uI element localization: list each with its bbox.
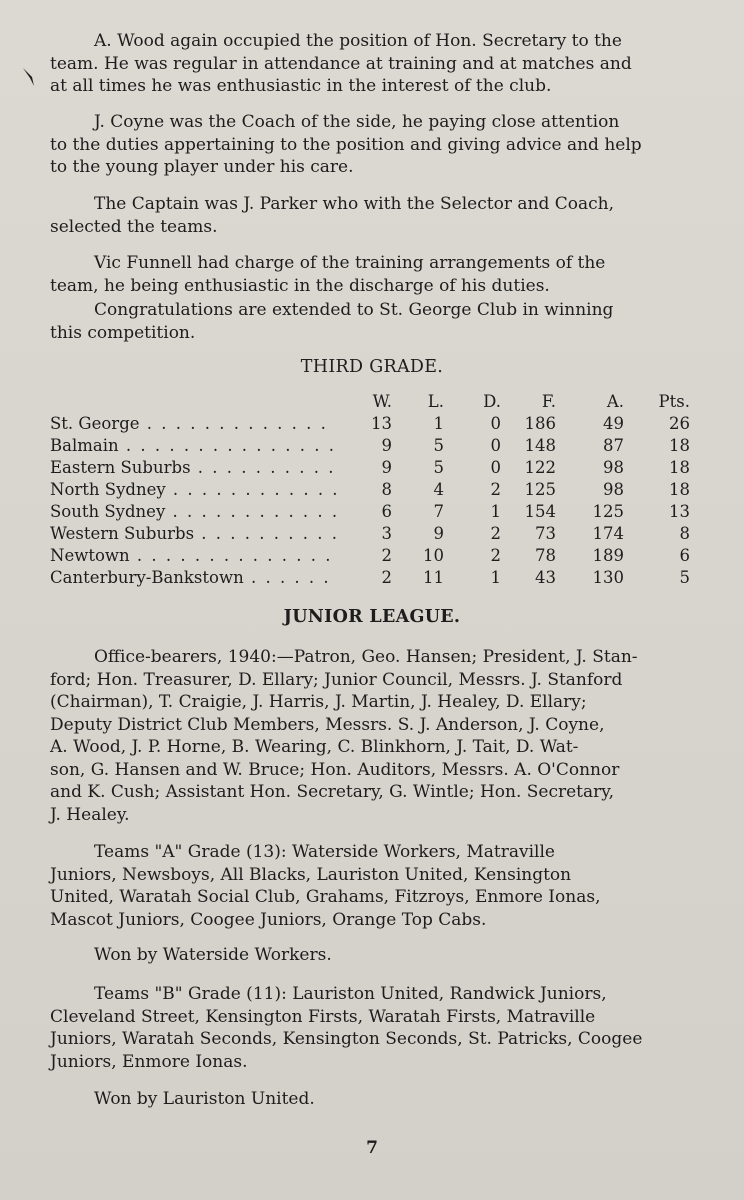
team-name: Newtown . . .: [50, 546, 336, 565]
team-name: Eastern Suburbs . . .: [50, 458, 336, 477]
for-value: 43: [535, 568, 556, 587]
table-row: [50, 480, 690, 502]
standings-header-row: [50, 392, 690, 414]
points-value: 18: [669, 458, 690, 477]
won-value: 3: [381, 524, 392, 543]
paragraph-teams-b-grade: Teams "B" Grade (11): Lauriston United, Randwick Juniors, Cleveland Street, Kensington Firsts, Waratah Firsts, Matraville Juniors, Waratah Seconds, Kensington Seconds, St. Patricks, Coogee Juniors, Enmore Ionas.: [50, 984, 643, 1072]
third-grade-heading: THIRD GRADE.: [300, 357, 444, 377]
table-row: [50, 546, 690, 568]
team-name: Balmain . . .: [50, 436, 336, 455]
team-name: South Sydney . . .: [50, 502, 336, 521]
for-value: 125: [524, 480, 556, 499]
for-value: 73: [535, 524, 556, 543]
won-value: 2: [381, 546, 392, 565]
team-name: North Sydney . . .: [50, 480, 336, 499]
points-value: 18: [669, 480, 690, 499]
column-header-points: Pts.: [658, 392, 690, 411]
for-value: 122: [524, 458, 556, 477]
drawn-value: 0: [490, 458, 501, 477]
points-value: 18: [669, 436, 690, 455]
paragraph-won-b-grade: Won by Lauriston United.: [94, 1089, 315, 1109]
drawn-value: 2: [490, 524, 501, 543]
lost-value: 4: [433, 480, 444, 499]
page-number: 7: [366, 1138, 378, 1158]
paragraph-office-bearers: Office-bearers, 1940:—Patron, Geo. Hansen; President, J. Stan- ford; Hon. Treasurer, D. Ellary; Junior Council, Messrs. J. Stanford (Chairman), T. Craigie, J. Harris, J. Martin, J. Healey, D. Ellary; Deputy District Club Members, Messrs. S. J. Anderson, J. Coyne, A. Wood, J. P. Horne, B. Wearing, C. Blinkhorn, J. Tait, D. Wat- son, G. Hansen and W. Bruce; Hon. Auditors, Messrs. A. O'Connor and K. Cush; Assistant Hon. Secretary, G. Wintle; Hon. Secretary, J. Healey.: [50, 647, 638, 825]
for-value: 148: [524, 436, 556, 455]
won-value: 13: [371, 414, 392, 433]
drawn-value: 1: [490, 502, 501, 521]
lost-value: 9: [433, 524, 444, 543]
paragraph-won-a-grade: Won by Waterside Workers.: [94, 945, 332, 965]
against-value: 98: [603, 480, 624, 499]
lost-value: 10: [423, 546, 444, 565]
won-value: 2: [381, 568, 392, 587]
column-header-won: W.: [372, 392, 392, 411]
team-name: Canterbury-Bankstown . . .: [50, 568, 336, 587]
lost-value: 11: [423, 568, 444, 587]
paragraph-teams-a-grade: Teams "A" Grade (13): Waterside Workers, Matraville Juniors, Newsboys, All Blacks, Lauriston United, Kensington United, Waratah Social Club, Grahams, Fitzroys, Enmore Ionas, Mascot Juniors, Coogee Juniors, Orange Top Cabs.: [50, 842, 601, 930]
drawn-value: 2: [490, 546, 501, 565]
for-value: 78: [535, 546, 556, 565]
points-value: 26: [669, 414, 690, 433]
won-value: 6: [381, 502, 392, 521]
lost-value: 1: [433, 414, 444, 433]
for-value: 154: [524, 502, 556, 521]
lost-value: 5: [433, 436, 444, 455]
won-value: 9: [381, 436, 392, 455]
against-value: 189: [592, 546, 624, 565]
against-value: 174: [592, 524, 624, 543]
against-value: 98: [603, 458, 624, 477]
junior-league-heading: JUNIOR LEAGUE.: [283, 607, 461, 627]
won-value: 9: [381, 458, 392, 477]
paragraph-funnell: Vic Funnell had charge of the training arrangements of the team, he being enthusiastic in the discharge of his duties.: [50, 253, 606, 296]
column-header-for: F.: [541, 392, 556, 411]
column-header-drawn: D.: [483, 392, 501, 411]
against-value: 125: [592, 502, 624, 521]
drawn-value: 2: [490, 480, 501, 499]
against-value: 49: [603, 414, 624, 433]
margin-tick-mark: [20, 66, 40, 88]
against-value: 87: [603, 436, 624, 455]
paragraph-coyne: J. Coyne was the Coach of the side, he paying close attention to the duties appertaining to the position and giving advice and help to the young player under his care.: [50, 112, 642, 177]
points-value: 5: [679, 568, 690, 587]
points-value: 8: [679, 524, 690, 543]
lost-value: 7: [433, 502, 444, 521]
team-name: Western Suburbs . . .: [50, 524, 336, 543]
table-row: [50, 458, 690, 480]
third-grade-standings-table: [50, 392, 690, 590]
lost-value: 5: [433, 458, 444, 477]
drawn-value: 0: [490, 436, 501, 455]
table-row: [50, 568, 690, 590]
table-row: [50, 524, 690, 546]
table-row: [50, 414, 690, 436]
for-value: 186: [524, 414, 556, 433]
drawn-value: 0: [490, 414, 501, 433]
points-value: 6: [679, 546, 690, 565]
paragraph-congratulations: Congratulations are extended to St. George Club in winning this competition.: [50, 300, 614, 343]
won-value: 8: [381, 480, 392, 499]
paragraph-captain: The Captain was J. Parker who with the Selector and Coach, selected the teams.: [50, 194, 614, 237]
paragraph-wood: A. Wood again occupied the position of Hon. Secretary to the team. He was regular in attendance at training and at matches and at all times he was enthusiastic in the interest of the club.: [50, 31, 632, 96]
points-value: 13: [669, 502, 690, 521]
team-name: St. George . . .: [50, 414, 336, 433]
column-header-against: A.: [606, 392, 624, 411]
drawn-value: 1: [490, 568, 501, 587]
against-value: 130: [592, 568, 624, 587]
table-row: [50, 436, 690, 458]
table-row: [50, 502, 690, 524]
column-header-lost: L.: [427, 392, 444, 411]
